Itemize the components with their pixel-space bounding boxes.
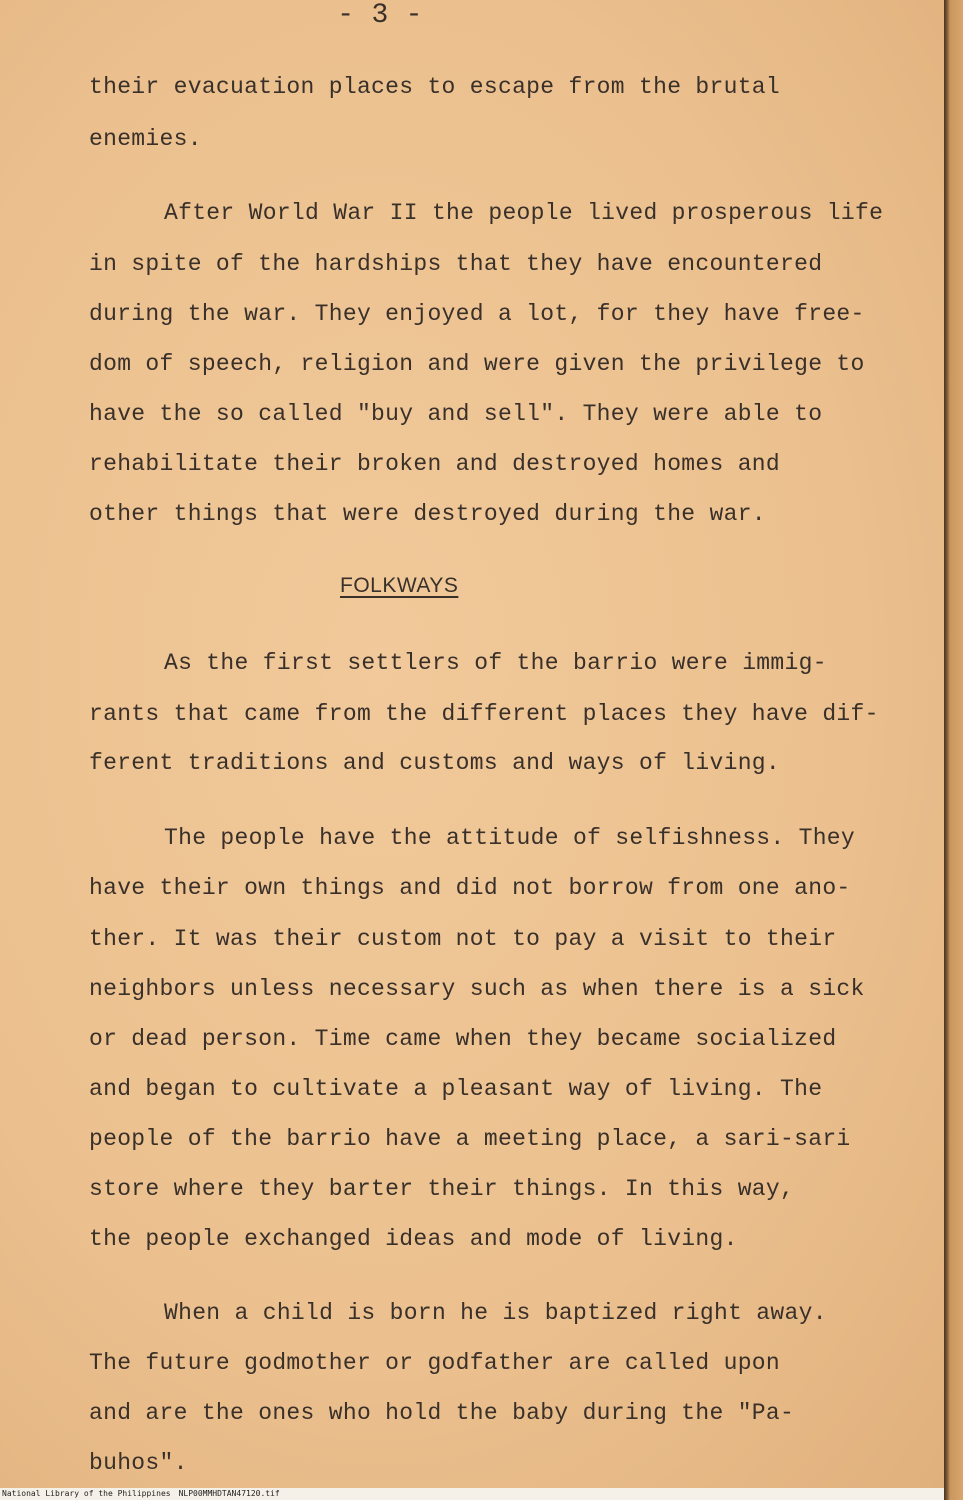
text-line: their evacuation places to escape from the brutal: [89, 74, 781, 100]
text-line: or dead person. Time came when they became socialized: [89, 1026, 837, 1052]
page-number: - 3 -: [337, 0, 423, 31]
page-edge: [944, 0, 963, 1500]
text-line: The people have the attitude of selfishness. They: [164, 825, 856, 851]
text-line: rehabilitate their broken and destroyed homes and: [89, 451, 781, 477]
text-line: other things that were destroyed during the war.: [89, 501, 766, 527]
text-line: people of the barrio have a meeting place, a sari-sari: [89, 1126, 851, 1152]
text-line: dom of speech, religion and were given the privilege to: [89, 351, 865, 377]
text-line: during the war. They enjoyed a lot, for they have free-: [89, 301, 865, 327]
text-line: and are the ones who hold the baby during the "Pa-: [89, 1400, 795, 1426]
text-line: After World War II the people lived prosperous life: [164, 200, 884, 226]
footer-library: National Library of the Philippines: [2, 1489, 171, 1498]
text-line: have the so called "buy and sell". They were able to: [89, 401, 823, 427]
text-line: in spite of the hardships that they have encountered: [89, 251, 823, 277]
text-line: As the first settlers of the barrio were immig-: [164, 650, 827, 676]
text-line: enemies.: [89, 126, 202, 152]
text-line: neighbors unless necessary such as when there is a sick: [89, 976, 865, 1002]
text-line: ther. It was their custom not to pay a visit to their: [89, 926, 837, 952]
text-line: have their own things and did not borrow from one ano-: [89, 875, 851, 901]
text-line: and began to cultivate a pleasant way of living. The: [89, 1076, 823, 1102]
scan-footer: [0, 1488, 944, 1500]
text-line: the people exchanged ideas and mode of living.: [89, 1226, 738, 1252]
section-heading: FOLKWAYS: [340, 574, 459, 597]
footer-filename: NLP00MMHDTAN47120.tif: [178, 1489, 280, 1498]
text-line: store where they barter their things. In this way,: [89, 1176, 795, 1202]
text-line: buhos".: [89, 1450, 188, 1476]
text-line: When a child is born he is baptized right away.: [164, 1300, 827, 1326]
text-line: The future godmother or godfather are called upon: [89, 1350, 781, 1376]
text-line: ferent traditions and customs and ways of living.: [89, 750, 781, 776]
text-line: rants that came from the different places they have dif-: [89, 701, 879, 727]
